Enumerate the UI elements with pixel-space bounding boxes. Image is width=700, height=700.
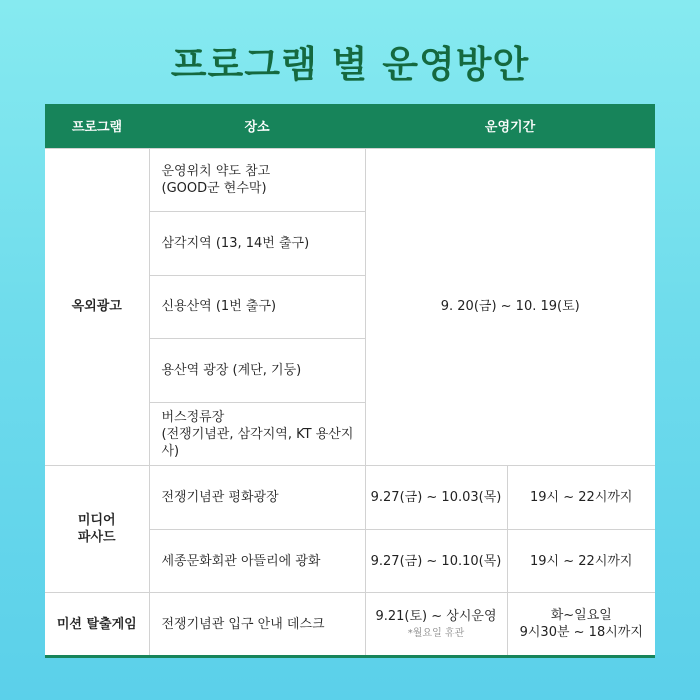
table-row bbox=[45, 148, 655, 212]
program-outdoor: 옥외광고 bbox=[45, 148, 149, 466]
program-media bbox=[45, 466, 149, 593]
hours-cell: 19시 ~ 22시까지 bbox=[507, 466, 655, 530]
hours-cell: 19시 ~ 22시까지 bbox=[507, 529, 655, 593]
place-cell: 신용산역 (1번 출구) bbox=[149, 275, 365, 339]
table-row bbox=[45, 593, 655, 657]
schedule-table bbox=[45, 104, 655, 658]
page-title: 프로그램 별 운영방안 bbox=[170, 43, 530, 86]
table-row bbox=[45, 466, 655, 530]
place-cell: 전쟁기념관 평화광장 bbox=[149, 466, 365, 530]
place-cell bbox=[149, 402, 365, 466]
place-cell: 세종문화회관 아뜰리에 광화 bbox=[149, 529, 365, 593]
dates-cell bbox=[365, 593, 507, 657]
place-cell: 용산역 광장 (계단, 기둥) bbox=[149, 339, 365, 403]
hours-line: 화~일요일 bbox=[550, 608, 612, 624]
header-program: 프로그램 bbox=[45, 104, 149, 148]
hours-cell bbox=[507, 593, 655, 657]
place-cell bbox=[149, 148, 365, 212]
place-line: (전쟁기념관, 삼각지역, KT 용산지사) bbox=[161, 426, 354, 459]
period-outdoor: 9. 20(금) ~ 10. 19(토) bbox=[365, 148, 655, 466]
place-cell: 삼각지역 (13, 14번 출구) bbox=[149, 212, 365, 276]
closed-note: *월요일 휴관 bbox=[407, 627, 465, 639]
place-line: 버스정류장 bbox=[161, 409, 225, 425]
program-escape: 미션 탈출게임 bbox=[45, 593, 149, 657]
hours-line: 9시30분 ~ 18시까지 bbox=[519, 625, 643, 641]
table-header-row bbox=[45, 104, 655, 148]
dates-cell: 9.27(금) ~ 10.03(목) bbox=[365, 466, 507, 530]
place-cell: 전쟁기념관 입구 안내 데스크 bbox=[149, 593, 365, 657]
program-line: 미디어 bbox=[77, 513, 116, 529]
header-period: 운영기간 bbox=[365, 104, 655, 148]
header-place: 장소 bbox=[149, 104, 365, 148]
place-line: (GOOD군 현수막) bbox=[161, 180, 267, 196]
dates-cell: 9.27(금) ~ 10.10(목) bbox=[365, 529, 507, 593]
program-line: 파사드 bbox=[77, 530, 116, 546]
dates-line: 9.21(토) ~ 상시운영 bbox=[375, 608, 497, 624]
place-line: 운영위치 약도 참고 bbox=[161, 163, 271, 179]
